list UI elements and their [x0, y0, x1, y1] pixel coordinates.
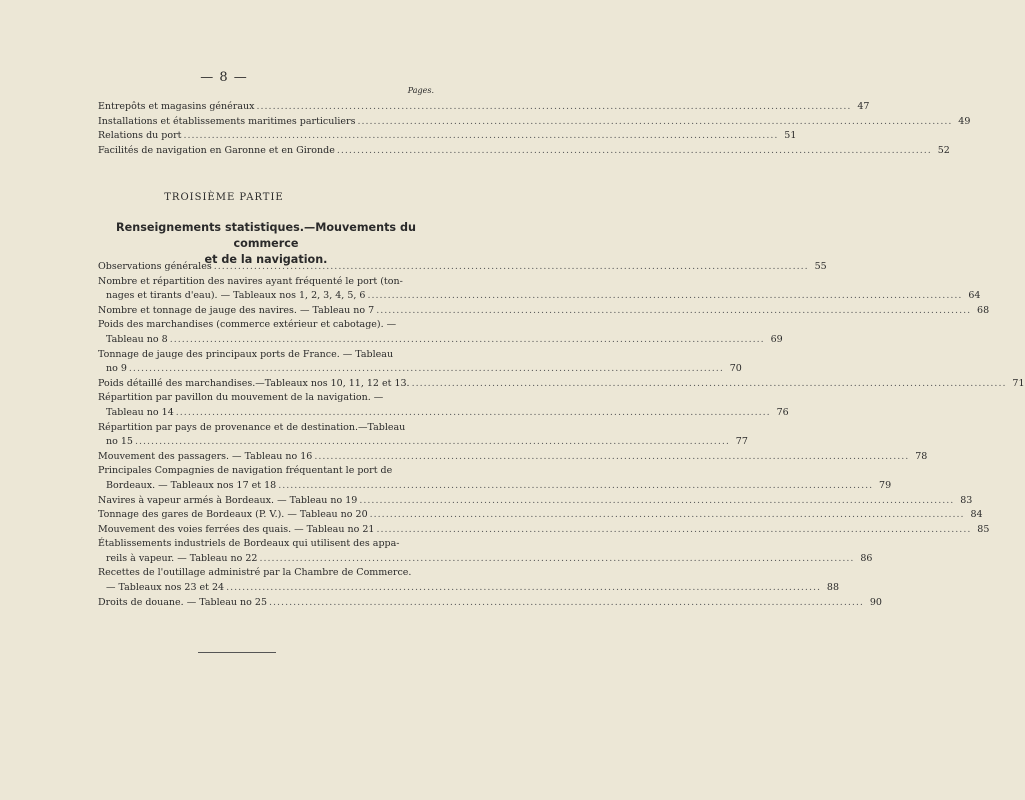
toc-entry-text: Tonnage des gares de Bordeaux (P. V.). — Tableau no 20	[98, 509, 368, 521]
toc-entry-page-number: 52	[937, 144, 950, 156]
toc-entry-page-number: 88	[826, 582, 840, 594]
toc-entry-text-line: Établissements industriels de Bordeaux qui utilisent des appa-	[98, 538, 400, 550]
dot-leader	[256, 100, 851, 115]
toc-entry-text: Droits de douane. — Tableau no 25	[98, 596, 267, 608]
closing-rule	[198, 652, 276, 653]
toc-entry-text: no 15	[106, 436, 133, 448]
page-number: — 8 —	[200, 70, 248, 85]
toc-entry-row	[98, 581, 840, 596]
dot-leader	[183, 129, 778, 144]
toc-entry-text-line: Nombre et répartition des navires ayant fréquenté le port (ton-	[98, 275, 403, 287]
toc-entry	[98, 464, 892, 493]
toc-entry-text-line: Répartition par pays de provenance et de destination.—Tableau	[98, 421, 406, 433]
toc-entry-row	[98, 377, 1025, 392]
toc-entry-row	[98, 596, 882, 611]
toc-entry-page-number: 71	[1012, 377, 1025, 389]
dot-leader	[259, 552, 854, 567]
toc-entry	[98, 377, 1025, 392]
toc-entry-text-line: Principales Compagnies de navigation fréquentant le port de	[98, 465, 393, 477]
toc-entry	[98, 100, 870, 115]
dot-leader	[359, 494, 954, 509]
toc-section-main	[98, 260, 1025, 610]
pages-column-label: Pages.	[407, 86, 434, 95]
toc-entry-page-number: 77	[735, 436, 748, 448]
toc-entry-row	[98, 144, 950, 159]
toc-entry-row	[98, 289, 981, 304]
toc-entry-row	[98, 100, 870, 115]
toc-entry	[98, 348, 742, 377]
toc-entry-row	[98, 115, 971, 130]
toc-entry-row	[98, 435, 748, 450]
toc-entry-text: Entrepôts et magasins généraux	[98, 101, 255, 112]
toc-entry	[98, 566, 840, 595]
toc-section-top	[98, 100, 971, 158]
dot-leader	[226, 581, 821, 596]
toc-entry-page-number: 51	[784, 130, 797, 142]
toc-entry-page-number: 69	[770, 333, 783, 345]
dot-leader	[314, 450, 909, 465]
toc-entry-page-number: 49	[958, 115, 971, 127]
dot-leader	[135, 435, 730, 450]
toc-entry-page-number: 70	[729, 363, 742, 375]
toc-entry-row	[98, 494, 973, 509]
section-heading-line-1: Renseignements statistiques.—Mouvements du commerce	[116, 221, 416, 250]
toc-entry-row	[98, 479, 892, 494]
dot-leader	[170, 333, 765, 348]
toc-entry	[98, 144, 950, 159]
dot-leader	[278, 479, 873, 494]
toc-entry-page-number: 83	[960, 494, 973, 506]
toc-entry-text: Bordeaux. — Tableaux nos 17 et 18	[106, 479, 277, 491]
toc-entry-page-number: 76	[776, 406, 789, 418]
section-heading-line-2: et de la navigation.	[204, 253, 328, 266]
toc-entry-text-line: Répartition par pavillon du mouvement de la navigation. —	[98, 392, 384, 404]
toc-entry	[98, 129, 797, 144]
toc-entry	[98, 391, 789, 420]
toc-entry-row	[98, 362, 742, 377]
toc-entry-text: Navires à vapeur armés à Bordeaux. — Tableau no 19	[98, 494, 358, 506]
toc-entry	[98, 275, 981, 304]
dot-leader	[412, 377, 1007, 392]
toc-entry	[98, 450, 928, 465]
toc-entry-page-number: 78	[915, 450, 928, 462]
toc-entry	[98, 508, 983, 523]
toc-entry-page-number: 55	[814, 261, 827, 272]
toc-entry-text: reils à vapeur. — Tableau no 22	[106, 552, 258, 564]
dot-leader	[370, 508, 965, 523]
dot-leader	[376, 304, 971, 319]
toc-entry-text: Mouvement des voies ferrées des quais. — Tableau no 21	[98, 523, 375, 535]
dot-leader	[129, 362, 724, 377]
dot-leader	[376, 523, 971, 538]
toc-entry	[98, 421, 748, 450]
dot-leader	[269, 596, 864, 611]
toc-entry-row	[98, 260, 827, 275]
toc-entry-text-line: Tonnage de jauge des principaux ports de France. — Tableau	[98, 348, 394, 360]
toc-entry-row	[98, 129, 797, 144]
toc-entry	[98, 596, 882, 611]
toc-entry-row	[98, 508, 983, 523]
toc-entry-page-number: 64	[968, 290, 981, 302]
toc-entry-row	[98, 406, 789, 421]
dot-leader	[337, 144, 932, 159]
toc-entry-text-line: Recettes de l'outillage administré par la Chambre de Commerce.	[98, 567, 412, 579]
toc-entry-row	[98, 304, 990, 319]
toc-entry-text: Nombre et tonnage de jauge des navires. — Tableau no 7	[98, 304, 375, 316]
toc-entry	[98, 260, 827, 275]
toc-entry-text: Tableau no 8	[106, 333, 168, 345]
part-title: TROISIÈME PARTIE	[164, 192, 284, 203]
toc-entry-page-number: 90	[869, 596, 882, 608]
toc-entry-text: Installations et établissements maritimes particuliers	[98, 115, 356, 127]
toc-entry	[98, 537, 873, 566]
toc-entry-text: Poids détaillé des marchandises.—Tableaux nos 10, 11, 12 et 13.	[98, 377, 410, 389]
toc-entry-row	[98, 552, 873, 567]
toc-entry-text: Relations du port	[98, 130, 182, 142]
toc-entry-page-number: 84	[970, 509, 983, 521]
dot-leader	[214, 260, 809, 275]
dot-leader	[367, 289, 962, 304]
toc-entry-page-number: 85	[977, 523, 990, 535]
toc-entry-text: — Tableaux nos 23 et 24	[106, 582, 225, 594]
toc-entry-text: Tableau no 14	[106, 406, 174, 418]
toc-entry-page-number: 79	[879, 479, 892, 491]
toc-entry-row	[98, 333, 783, 348]
toc-entry	[98, 523, 990, 538]
toc-entry	[98, 318, 783, 347]
toc-entry-page-number: 47	[857, 101, 870, 112]
toc-entry-text-line: Poids des marchandises (commerce extérieur et cabotage). —	[98, 319, 397, 331]
toc-entry-text: no 9	[106, 363, 127, 375]
toc-entry-page-number: 68	[977, 304, 990, 316]
toc-entry-row	[98, 450, 928, 465]
toc-entry-text: Observations générales	[98, 261, 212, 272]
dot-leader	[357, 115, 952, 130]
toc-entry-text: Facilités de navigation en Garonne et en Gironde	[98, 144, 335, 156]
toc-entry	[98, 494, 973, 509]
toc-entry	[98, 304, 990, 319]
toc-entry	[98, 115, 971, 130]
dot-leader	[176, 406, 771, 421]
toc-entry-text: nages et tirants d'eau). — Tableaux nos 1, 2, 3, 4, 5, 6	[106, 290, 366, 302]
toc-entry-text: Mouvement des passagers. — Tableau no 16	[98, 450, 313, 462]
toc-entry-row	[98, 523, 990, 538]
toc-entry-page-number: 86	[860, 552, 873, 564]
